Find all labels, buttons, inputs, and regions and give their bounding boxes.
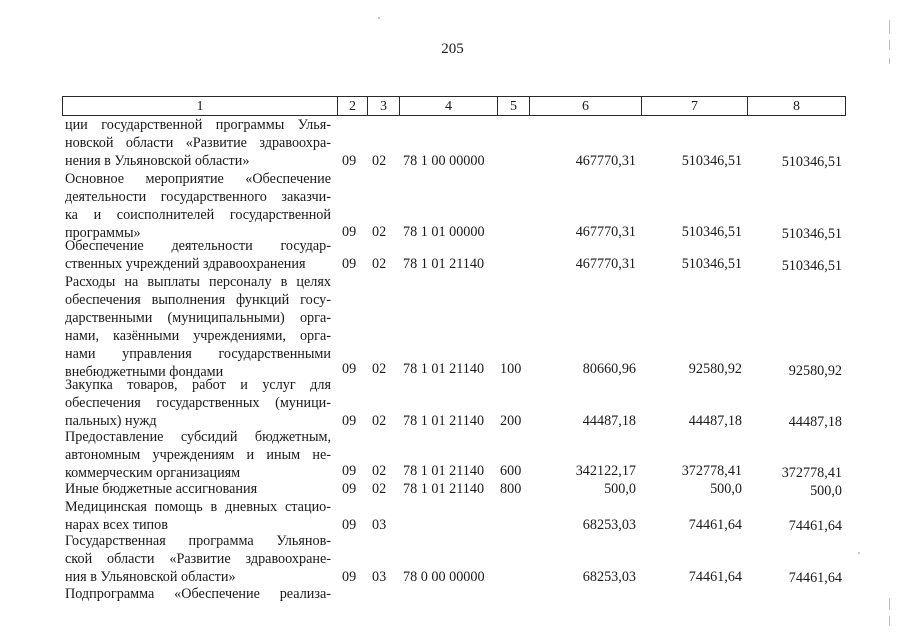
cell-target-code: 78 1 00 00000 (403, 153, 485, 169)
table-row (0, 237, 905, 273)
description-line: нарах всех типов (65, 517, 168, 533)
cell-expense-type: 800 (500, 481, 522, 497)
cell-section: 09 (342, 361, 357, 377)
cell-expense-type: 600 (500, 463, 522, 479)
description-line: ния в Ульяновской области» (65, 569, 236, 585)
cell-subsection: 02 (372, 481, 387, 497)
cell-amount-col7: 74461,64 (688, 517, 742, 533)
description-line: Обеспечение деятельности государ- (65, 238, 331, 254)
description-line: Основное мероприятие «Обеспечение (65, 171, 331, 187)
row-description (65, 585, 331, 603)
cell-amount-col7: 74461,64 (688, 569, 742, 585)
cell-amount-col6: 44487,18 (582, 413, 636, 429)
cell-amount-col6: 500,0 (604, 481, 636, 497)
description-line: Иные бюджетные ассигнования (65, 481, 258, 497)
header-col-2: 2 (338, 97, 368, 115)
table-row (0, 498, 905, 534)
cell-target-code: 78 1 01 21140 (403, 413, 485, 429)
row-description (65, 376, 331, 430)
cell-target-code: 78 1 01 21140 (403, 463, 485, 479)
cell-target-code: 78 1 01 21140 (403, 361, 485, 377)
row-description (65, 273, 331, 381)
cell-section: 09 (342, 256, 357, 272)
description-line: ственных учреждений здравоохранения (65, 256, 306, 272)
cell-section: 09 (342, 153, 357, 169)
cell-amount-col8: 500,0 (810, 483, 842, 499)
cell-amount-col7: 500,0 (710, 481, 742, 497)
cell-section: 09 (342, 569, 357, 585)
cell-subsection: 02 (372, 413, 387, 429)
description-line: ка и соисполнителей государственной (65, 207, 331, 223)
scan-mark (889, 40, 890, 50)
cell-amount-col6: 68253,03 (582, 517, 636, 533)
row-description (65, 116, 331, 170)
description-line: нами управления государственными (65, 346, 331, 362)
cell-amount-col8: 510346,51 (781, 154, 842, 170)
cell-section: 09 (342, 413, 357, 429)
scan-mark (889, 58, 890, 64)
cell-subsection: 02 (372, 224, 387, 240)
description-line: обеспечения выполнения функций госу- (65, 292, 331, 308)
cell-target-code: 78 1 01 21140 (403, 256, 485, 272)
cell-amount-col6: 467770,31 (575, 153, 636, 169)
row-description (65, 532, 331, 586)
table-row (0, 116, 905, 170)
header-col-4: 4 (400, 97, 498, 115)
description-line: Медицинская помощь в дневных стацио- (65, 499, 331, 515)
cell-amount-col6: 467770,31 (575, 224, 636, 240)
description-line: Подпрограмма «Обеспечение реализа- (65, 586, 331, 602)
scan-mark (889, 598, 890, 610)
row-description (65, 170, 331, 242)
table-row (0, 273, 905, 381)
cell-section: 09 (342, 224, 357, 240)
table-row (0, 585, 905, 603)
description-line: нения в Ульяновской области» (65, 153, 250, 169)
scan-dot (378, 17, 380, 19)
cell-expense-type: 200 (500, 413, 522, 429)
cell-amount-col8: 92580,92 (788, 363, 842, 379)
cell-expense-type: 100 (500, 361, 522, 377)
cell-amount-col8: 372778,41 (781, 465, 842, 481)
row-description (65, 480, 331, 498)
table-row (0, 428, 905, 482)
cell-amount-col7: 510346,51 (681, 153, 742, 169)
description-line: обеспечения государственных (муници- (65, 395, 331, 411)
description-line: ской области «Развитие здравоохране- (65, 551, 331, 567)
description-line: автономным учреждениям и иным не- (65, 447, 331, 463)
cell-amount-col8: 510346,51 (781, 258, 842, 274)
table-row (0, 376, 905, 430)
table-row (0, 532, 905, 586)
header-col-8: 8 (793, 99, 800, 114)
row-description (65, 428, 331, 482)
cell-subsection: 02 (372, 463, 387, 479)
cell-amount-col7: 92580,92 (688, 361, 742, 377)
header-col-1: 1 (63, 97, 338, 115)
cell-amount-col6: 342122,17 (575, 463, 636, 479)
cell-subsection: 02 (372, 361, 387, 377)
description-line: коммерческим организациям (65, 465, 241, 481)
row-description (65, 498, 331, 534)
description-line: ции государственной программы Улья- (65, 117, 331, 133)
header-col-7: 7 (642, 97, 748, 115)
cell-amount-col8: 74461,64 (788, 570, 842, 586)
cell-amount-col8: 74461,64 (788, 518, 842, 534)
cell-section: 09 (342, 517, 357, 533)
description-line: нами, казёнными учреждениями, орга- (65, 328, 331, 344)
description-line: Государственная программа Ульянов- (65, 533, 331, 549)
description-line: деятельности государственного заказчи- (65, 189, 331, 205)
cell-amount-col8: 510346,51 (781, 226, 842, 242)
description-line: дарственными (муниципальными) орга- (65, 310, 331, 326)
cell-amount-col6: 68253,03 (582, 569, 636, 585)
cell-subsection: 02 (372, 153, 387, 169)
table-row (0, 170, 905, 242)
page-number: 205 (441, 41, 464, 57)
cell-amount-col8: 44487,18 (788, 414, 842, 430)
scan-mark (889, 616, 890, 626)
cell-subsection: 02 (372, 256, 387, 272)
description-line: новской области «Развитие здравоохра- (65, 135, 331, 151)
cell-section: 09 (342, 481, 357, 497)
cell-target-code: 78 1 01 21140 (403, 481, 485, 497)
cell-target-code: 78 1 01 00000 (403, 224, 485, 240)
table-row (0, 480, 905, 498)
cell-subsection: 03 (372, 569, 387, 585)
cell-amount-col7: 510346,51 (681, 256, 742, 272)
description-line: Закупка товаров, работ и услуг для (65, 377, 331, 393)
description-line: внебюджетными фондами (65, 364, 224, 380)
cell-amount-col7: 44487,18 (688, 413, 742, 429)
scan-edge-marks (887, 0, 893, 640)
header-col-3: 3 (368, 97, 400, 115)
scan-mark (889, 20, 890, 34)
cell-amount-col6: 80660,96 (582, 361, 636, 377)
cell-amount-col7: 372778,41 (681, 463, 742, 479)
description-line: пальных) нужд (65, 413, 157, 429)
description-line: Расходы на выплаты персоналу в целях (65, 274, 331, 290)
cell-section: 09 (342, 463, 357, 479)
cell-subsection: 03 (372, 517, 387, 533)
cell-target-code: 78 0 00 00000 (403, 569, 485, 585)
row-description (65, 237, 331, 273)
header-col-6: 6 (530, 97, 642, 115)
header-col-5: 5 (498, 97, 530, 115)
description-line: программы» (65, 225, 141, 241)
description-line: Предоставление субсидий бюджетным, (65, 429, 331, 445)
cell-amount-col6: 467770,31 (575, 256, 636, 272)
scan-dot (858, 552, 860, 554)
cell-amount-col7: 510346,51 (681, 224, 742, 240)
